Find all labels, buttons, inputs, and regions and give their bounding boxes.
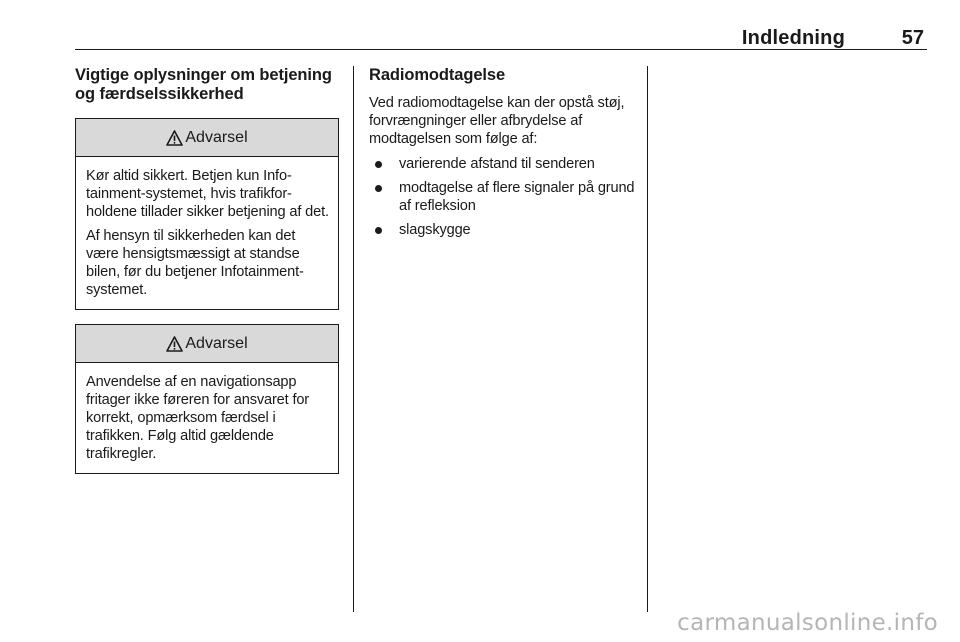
list-item [369,221,637,239]
warning-label: Advarsel [185,334,248,352]
intro-paragraph: Ved radiomodtagelse kan der opstå støj, forvrængninger eller afbrydelse af modtagelsen som følge af: [369,95,625,147]
left-column [75,66,339,474]
warning-box-2 [75,324,339,474]
warning-triangle-icon [166,130,183,146]
section-title-radio: Radiomodtagelse [369,66,506,84]
column-divider [353,66,354,612]
warning-header [76,325,338,363]
bullet-dot-icon [375,227,382,234]
warning-paragraph: Af hensyn til sikkerheden kan det være hensigtsmæssigt at standse bilen, før du betjener Infotainment-systemet. [86,228,304,298]
chapter-title: Indledning [741,27,845,49]
bullet-dot-icon [375,161,382,168]
list-item [369,155,637,173]
warning-box-1 [75,118,339,310]
page-number: 57 [901,27,924,49]
middle-column [369,66,637,245]
list-item [369,179,637,215]
section-title-line-1: Vigtige oplysninger om betjening [75,66,332,84]
bullet-list [369,155,637,239]
list-item-text: modtagelse af flere signaler på grund af refleksion [399,180,635,214]
list-item-text: varierende afstand til senderen [399,156,595,172]
warning-body [76,363,338,473]
column-divider [647,66,648,612]
section-title-line-2: og færdselssikkerhed [75,85,244,103]
warning-paragraph: Anvendelse af en navigationsapp fritager ikke føreren for ansvaret for korrekt, opmærksom færdsel i trafikken. Følg altid gældende trafikregler. [86,374,310,462]
warning-triangle-icon [166,336,183,352]
warning-header [76,119,338,157]
list-item-text: slagskygge [399,222,471,238]
warning-paragraph: Kør altid sikkert. Betjen kun Infotainment-systemet, hvis trafikforholdene tillader sikker betjening af det. [86,168,329,220]
warning-body [76,157,338,309]
section-title-safety [75,66,339,104]
page-header [75,27,927,50]
warning-label: Advarsel [185,128,248,146]
watermark: carmanualsonline.info [677,610,938,636]
bullet-dot-icon [375,185,382,192]
